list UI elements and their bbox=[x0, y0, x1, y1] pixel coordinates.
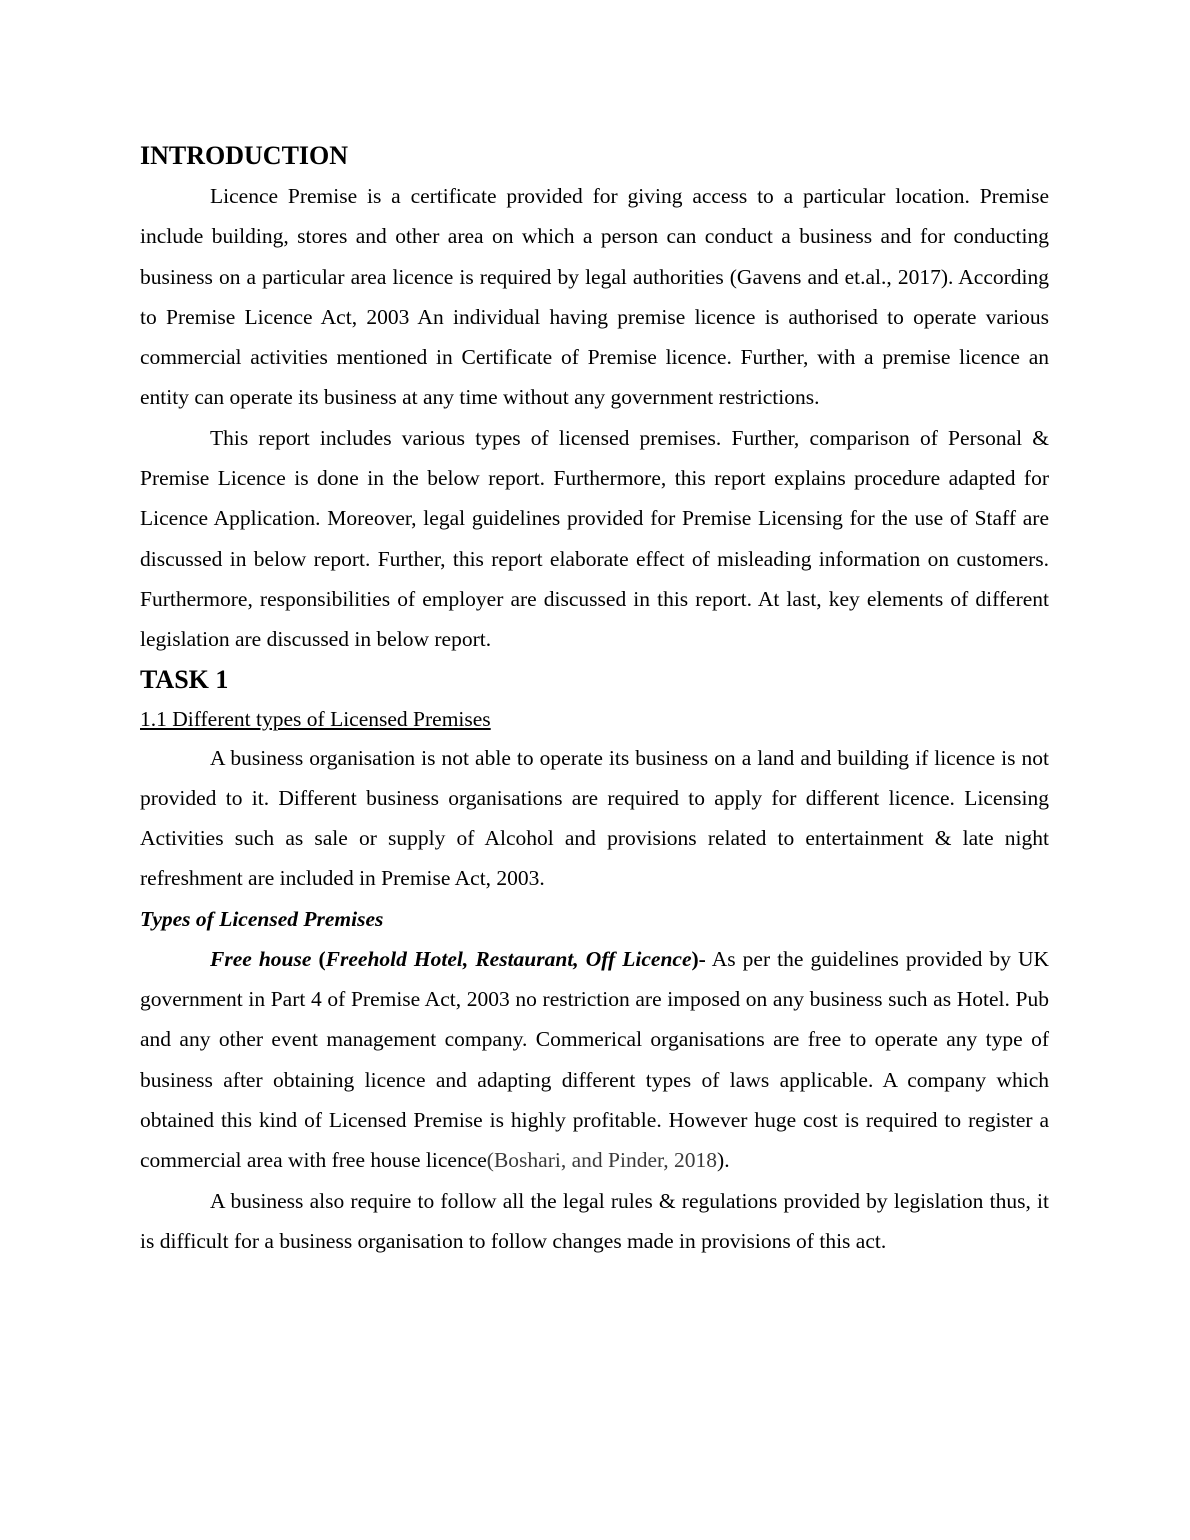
task1-heading: TASK 1 bbox=[140, 664, 229, 694]
free-house-term: Free house bbox=[210, 946, 312, 971]
types-heading: Types of Licensed Premises bbox=[140, 906, 384, 931]
intro-paragraph-1: Licence Premise is a certificate provided for giving access to a particular location. Premise include building, stores and other area on which a person can conduct a business and for conducting business on a particular area licence is required by legal authorities (Gavens and et.al., 2017). According to Premise Licence Act, 2003 An individual having premise licence is authorised to operate various commercial activities mentioned in Certificate of Premise licence. Further, with a premise licence an entity can operate its business at any time without any government restrictions. bbox=[140, 184, 1049, 410]
free-house-detail: Freehold Hotel, Restaurant, Off Licence bbox=[325, 946, 692, 971]
citation-end: ). bbox=[717, 1148, 730, 1173]
paren-open: ( bbox=[311, 946, 326, 971]
paren-close: )- bbox=[691, 946, 706, 971]
task1-paragraph-1: A business organisation is not able to operate its business on a land and building if licence is not provided to it. Different business organisations are required to apply for different licence. Licensing Activities such as sale or supply of Alcohol and provisions related to entertainment & late night refreshment are included in Premise Act, 2003. bbox=[140, 745, 1049, 891]
free-house-text: As per the guidelines provided by UK government in Part 4 of Premise Act, 2003 no restriction are imposed on any business such as Hotel. Pub and any other event management company. Commerical organisations are free to operate any type of business after obtaining licence and adapting different types of laws applicable. A company which obtained this kind of Licensed Premise is highly profitable. However huge cost is required to register a commercial area with free house licence bbox=[140, 946, 1050, 1173]
citation: (Boshari, and Pinder, 2018 bbox=[486, 1148, 718, 1173]
document-page bbox=[140, 136, 1049, 1261]
intro-paragraph-2: This report includes various types of licensed premises. Further, comparison of Personal & Premise Licence is done in the below report. Furthermore, this report explains procedure adapted for Licence Application. Moreover, legal guidelines provided for Premise Licensing for the use of Staff are discussed in below report. Further, this report elaborate effect of misleading information on customers. Furthermore, responsibilities of employer are discussed in this report. At last, key elements of different legislation are discussed in below report. bbox=[140, 425, 1049, 652]
task1-paragraph-3: A business also require to follow all the legal rules & regulations provided by legislation thus, it is difficult for a business organisation to follow changes made in provisions of this act. bbox=[140, 1188, 1049, 1253]
introduction-heading: INTRODUCTION bbox=[140, 141, 349, 170]
section-1-1-heading: 1.1 Different types of Licensed Premises bbox=[140, 706, 491, 731]
free-house-paragraph bbox=[140, 939, 1049, 1181]
